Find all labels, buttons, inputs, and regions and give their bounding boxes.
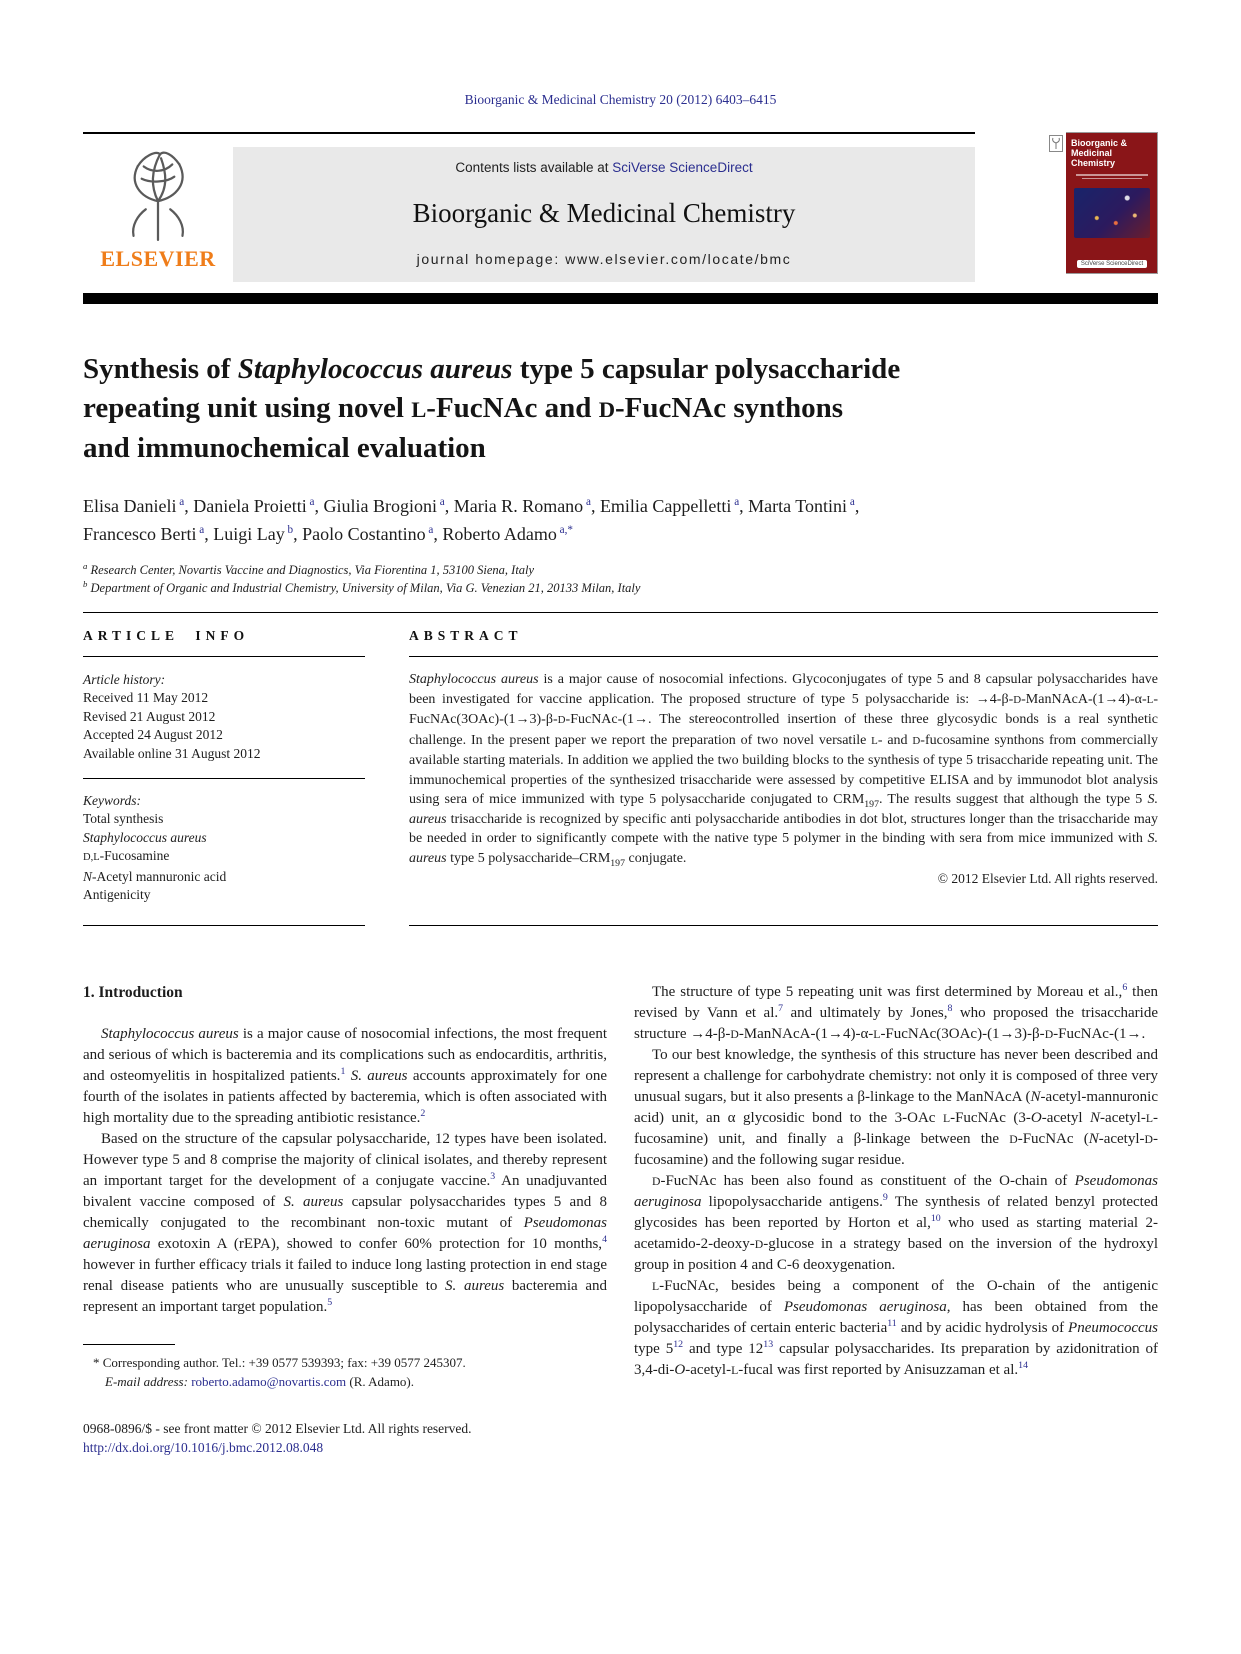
keyword-item: Staphylococcus aureus	[83, 829, 207, 845]
journal-name: Bioorganic & Medicinal Chemistry	[412, 197, 796, 228]
cover-subtitle-decoration	[1071, 172, 1153, 179]
issn-copyright-line: 0968-0896/$ - see front matter © 2012 Elsevier Ltd. All rights reserved.	[83, 1420, 472, 1436]
footnote-email-line[interactable]: E-mail address: roberto.adamo@novartis.com (R. Adamo).	[105, 1373, 415, 1389]
keyword-item: D,L-Fucosamine	[83, 848, 170, 863]
paragraph: Staphylococcus aureus is a major cause of nosocomial infections, the most frequent and serious of which is bacteremia and its complications such as endocarditis, arthritis, and osteomyelitis in hospitalized patients.$^1$ S. aureus accounts approximately for one fourth of the isolates in patients affected by bacteremia, which is often associated with high mortality due to the spreading antibiotic resistance.$^2$	[83, 1025, 608, 1126]
history-item: Accepted 24 August 2012	[83, 727, 223, 742]
paragraph: The structure of type 5 repeating unit was first determined by Moreau et al.,$^6$ then revised by Vann et al.$^7$ and ultimately by Jones,$^8$ who proposed the trisaccharide structure →4-β-D-ManNAcA-(1→4)-α-L-FucNAc(3OAc)-(1→3)-β-D-FucNAc-(1→.	[634, 981, 1158, 1042]
left-column	[83, 982, 607, 1457]
info-abstract-section	[83, 612, 1158, 926]
author-line-2: Francesco Berti $^a$, Luigi Lay $^b$, Paolo Costantino $^a$, Roberto Adamo $^{a,*}$	[83, 524, 573, 544]
abstract-text: Staphylococcus aureus is a major cause of nosocomial infections. Glycoconjugates of type 5 and 8 capsular polysaccharides have been investigated for vaccine application. The proposed structure of type 5 polysaccharide is: →4-β-D-ManNAcA-(1→4)-α-L-FucNAc(3OAc)-(1→3)-β-D-FucNAc-(1→. The stereocontrolled insertion of these three glycosydic bonds is a real synthetic challenge. In the present paper we report the preparation of two novel versatile L- and D-fucosamine synthons from commercially available starting materials. In addition we applied the two building blocks to the synthesis of type 5 trisaccharide repeating unit. The immunochemical properties of the synthesized trisaccharide were assessed by competitive ELISA and by immunodot blot analysis using sera of mice immunized with type 5 polysaccharide conjugated to $CRM_{197}$. The results suggest that although the type 5 S. aureus trisaccharide is recognized by specific anti polysaccharide antibodies in dot blot, structures longer than the trisaccharide may be needed in order to significantly compete with the native type 5 polymer in the binding with sera from mice immunized with S. aureus type 5 polysaccharide–$CRM_{197}$ conjugate.	[409, 672, 1158, 869]
abstract-rule	[409, 656, 1158, 657]
contents-line-prefix: Contents lists available at	[455, 160, 613, 175]
affiliation-b: $^b$ Department of Organic and Industrial Chemistry, University of Milan, Via G. Venezian 21, 20133 Milan, Italy	[83, 578, 641, 595]
journal-homepage-link[interactable]: journal homepage: www.elsevier.com/locate/bmc	[416, 251, 792, 267]
history-item: Available online 31 August 2012	[83, 745, 261, 761]
author-list	[83, 492, 1158, 548]
cover-elsevier-tree-icon	[1049, 135, 1063, 152]
footnote-telephone-line: * Corresponding author. Tel.: +39 0577 539393; fax: +39 0577 245307.	[93, 1354, 466, 1370]
affiliations	[83, 561, 1158, 597]
page-title	[83, 350, 1158, 468]
corresponding-author-footnote	[83, 1344, 607, 1391]
article-info-column	[83, 613, 365, 926]
abstract-column	[409, 613, 1158, 926]
history-item: Received 11 May 2012	[83, 690, 209, 705]
abstract-heading: ABSTRACT	[409, 628, 523, 643]
footnote-rule	[83, 1344, 175, 1345]
body-columns	[83, 982, 1158, 1457]
paragraph: L-FucNAc, besides being a component of the O-chain of the antigenic lipopolysaccharide of Pseudomonas aeruginosa, has been obtained from the polysaccharides of certain enteric bacteria$^{11}$ and by acidic hydrolysis of Pneumococcus type $5^{12}$ and type $12^{13}$ capsular polysaccharides. Its preparation by azidonitration of 3,4-di-O-acetyl-L-fucal was first reported by Anisuzzaman et al.$^{14}$	[634, 1277, 1159, 1378]
title-line-2: repeating unit using novel L-FucNAc and D-FucNAc synthons	[83, 392, 844, 424]
journal-banner	[233, 147, 975, 282]
section-heading-introduction: 1. Introduction	[83, 983, 183, 1001]
history-item: Revised 21 August 2012	[83, 708, 216, 724]
keywords-rule	[83, 778, 365, 779]
keywords-label: Keywords:	[83, 793, 141, 808]
journal-citation: Bioorganic & Medicinal Chemistry 20 (2012) 6403–6415	[464, 92, 777, 107]
title-line-1: Synthesis of Staphylococcus aureus type 5 capsular polysaccharide	[83, 353, 901, 385]
article-info-heading: ARTICLE INFO	[83, 628, 250, 643]
keyword-item: Total synthesis	[83, 811, 164, 826]
journal-cover-thumbnail	[1046, 132, 1158, 274]
journal-header	[83, 132, 1158, 284]
elsevier-logo-text: ELSEVIER	[100, 246, 216, 271]
elsevier-tree-icon	[106, 142, 210, 244]
page-footer	[83, 1419, 607, 1457]
contents-line	[243, 160, 965, 175]
affiliation-a: $^a$ Research Center, Novartis Vaccine and Diagnostics, Via Fiorentina 1, 53100 Siena, Italy	[83, 560, 535, 577]
title-line-3: and immunochemical evaluation	[83, 432, 486, 464]
article-history-label: Article history:	[83, 672, 166, 687]
paragraph: D-FucNAc has been also found as constituent of the O-chain of Pseudomonas aeruginosa lipopolysaccharide antigens.$^9$ The synthesis of related benzyl protected glycosides has been reported by Horton et al,$^{10}$ who used as starting material 2-acetamido-2-deoxy-D-glucose in a strategy based on the inversion of the hydroxyl group in position 4 and C-6 deoxygenation.	[634, 1172, 1159, 1273]
cover-sciencedirect-label: SciVerse ScienceDirect	[1077, 260, 1147, 268]
article-info-rule	[83, 656, 365, 657]
elsevier-logo	[83, 134, 233, 282]
paragraph: Based on the structure of the capsular polysaccharide, 12 types have been isolated. However type 5 and 8 comprise the majority of clinical isolates, and thereby represent an important target for the development of a conjugate vaccine.$^3$ An unadjuvanted bivalent vaccine composed of S. aureus capsular polysaccharides types 5 and 8 chemically conjugated to the recombinant non-toxic mutant of Pseudomonas aeruginosa exotoxin A (rEPA), showed to confer 60% protection for 10 months,$^4$ however in further efficacy trials it failed to induce long lasting protection in end stage renal disease patients who are unusually susceptible to S. aureus bacteremia and represent an important target population.$^5$	[83, 1130, 607, 1315]
author-line-1: Elisa Danieli $^a$, Daniela Proietti $^a$, Giulia Brogioni $^a$, Maria R. Romano $^a$, Emilia Cappelletti $^a$, Marta Tontini $^a$,	[83, 496, 860, 516]
keyword-item: Antigenicity	[83, 887, 151, 902]
keyword-item: N-Acetyl mannuronic acid	[83, 868, 227, 884]
cover-artwork	[1074, 188, 1150, 238]
header-divider-bar	[83, 293, 1158, 304]
abstract-copyright: © 2012 Elsevier Ltd. All rights reserved.	[937, 871, 1158, 886]
sciverse-sciencedirect-link[interactable]: SciVerse ScienceDirect	[612, 160, 753, 175]
doi-link[interactable]: http://dx.doi.org/10.1016/j.bmc.2012.08.048	[83, 1439, 324, 1455]
right-column	[634, 982, 1158, 1457]
paragraph: To our best knowledge, the synthesis of this structure has never been described and represent a challenge for carbohydrate chemistry: not only it is composed of three very unusual sugars, but it also presents a β-linkage to the ManNAcA (N-acetyl-mannuronic acid) unit, an α glycosidic bond to the 3-OAc L-FucNAc (3-O-acetyl N-acetyl-L-fucosamine) unit, and finally a β-linkage between the D-FucNAc (N-acetyl-D-fucosamine) and the following sugar residue.	[634, 1046, 1158, 1168]
cover-title: Bioorganic & Medicinal Chemistry	[1071, 138, 1128, 168]
